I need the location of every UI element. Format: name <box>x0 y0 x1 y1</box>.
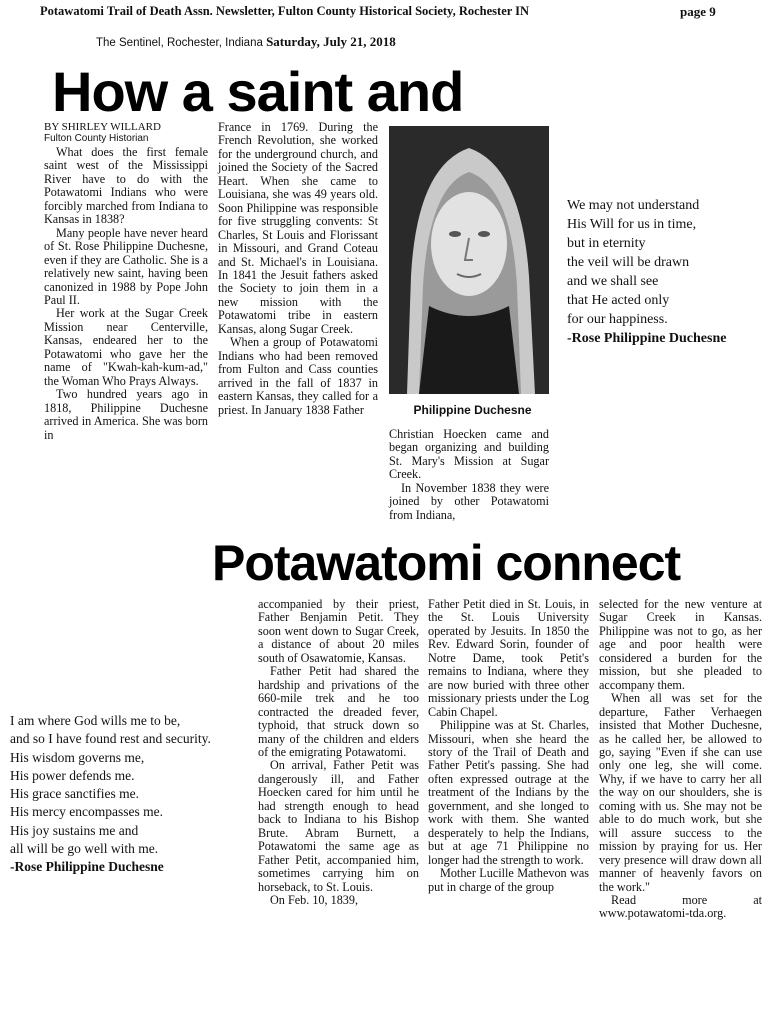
quote-right <box>567 196 763 348</box>
quote-left <box>10 712 250 877</box>
paragraph: Father Petit had shared the hardship and privations of the 660-mile trek and he too contracted the dreaded fever, typhoid, that struck down so many of the children and elders of the emigrating Potawatomi. <box>258 664 419 759</box>
paragraph: Father Petit died in St. Louis, in the St. Louis University operated by Jesuits. In 1850 the Rev. Edward Sorin, founder of Notre Dame, took Petit's remains to Indiana, where they are now buried with three other missionary priests under the Log Cabin Chapel. <box>428 597 589 719</box>
byline-author: BY SHIRLEY WILLARD <box>44 121 161 133</box>
quote-line: all will be go well with me. <box>10 841 159 857</box>
paragraph: In November 1838 they were joined by other Potawatomi from Indiana, <box>389 480 549 522</box>
photo-caption: Philippine Duchesne <box>413 403 532 417</box>
paragraph: Many people have never heard of St. Rose Philippine Duchesne, even if they are Catholic. She is a relatively new saint, having been canonized in 1988 by Pope John Paul II. <box>44 225 208 307</box>
paragraph: When all was set for the departure, Father Verhaegen insisted that Mother Duchesne, as he called her, be allowed to go, saying "Even if she can use only one leg, she will come. Why, if we have to carry her all the way on our shoulders, she is coming with us. She may not be able to do much work, but she will assure success to the mission by praying for us. Her very presence will draw down all manner of heavenly favors on the work." <box>599 691 762 894</box>
quote-line: His wisdom governs me, <box>10 749 145 765</box>
article-column-5 <box>428 598 589 894</box>
dateline-source: The Sentinel, Rochester, Indiana <box>96 37 267 49</box>
quote-line: His mercy encompasses me. <box>10 804 163 820</box>
quote-attribution: -Rose Philippine Duchesne <box>567 331 727 346</box>
page-number: page 9 <box>680 4 716 19</box>
quote-line: I am where God wills me to be, <box>10 713 181 728</box>
running-header: Potawatomi Trail of Death Assn. Newsletter, Fulton County Historical Society, Rochester IN <box>40 4 530 18</box>
quote-line: His Will for us in time, <box>567 217 697 232</box>
byline-title: Fulton County Historian <box>44 133 149 144</box>
quote-line: and so I have found rest and security. <box>10 731 211 747</box>
quote-line: We may not understand <box>567 198 700 213</box>
quote-line: His grace sanctifies me. <box>10 786 139 802</box>
paragraph: selected for the new venture at Sugar Creek in Kansas. Philippine was not to go, as her age and poor health were considered a burden for the mission, but she pleaded to accompany them. <box>599 597 762 692</box>
paragraph: Mother Lucille Mathevon was put in charge of the group <box>428 866 589 894</box>
quote-line: and we shall see <box>567 274 659 289</box>
quote-line: the veil will be drawn <box>567 255 690 270</box>
byline <box>44 121 208 145</box>
article-column-4 <box>258 598 419 907</box>
paragraph: Read more at www.potawatomi-tda.org. <box>599 892 762 921</box>
paragraph: On arrival, Father Petit was dangerously ill, and Father Hoecken cared for him until he had strength enough to head back to Indiana to his Bishop Brute. Abram Burnett, a Potawatomi the same age as Father Petit, accompanied him, sometimes carrying him on horseback, to St. Louis. <box>258 758 419 894</box>
dateline-date: Saturday, July 21, 2018 <box>266 34 396 49</box>
quote-attribution: -Rose Philippine Duchesne <box>10 859 164 875</box>
quote-line: but in eternity <box>567 236 646 251</box>
quote-line: His power defends me. <box>10 767 135 783</box>
quote-line: that He acted only <box>567 293 670 308</box>
headline-bottom: Potawatomi connect <box>212 535 681 591</box>
paragraph: What does the first female saint west of the Mississippi River have to do with the Potawatomi Indians who were forcibly marched from Indiana to Kansas in 1838? <box>44 145 208 227</box>
article-column-3 <box>389 428 549 522</box>
paragraph: When a group of Potawatomi Indians who had been removed from Fulton and Cass counties arrived in the fall of 1837 in eastern Kansas, they called for a priest. In January 1838 Father <box>218 335 378 417</box>
article-column-6 <box>599 598 762 921</box>
paragraph: Philippine was at St. Charles, Missouri, when she heard the story of the Trail of Death and Father Petit's passing. She had often expressed outrage at the treatment of the Indians by the government, and she longed to work with them. She wanted desperately to help the Indians, but at age 71 Philippine no longer had the strength to work. <box>428 718 589 867</box>
paragraph: France in 1769. During the French Revolution, she worked for the underground church, and joined the Society of the Sacred Heart. When she came to Louisiana, she was 49 years old. Soon Philippine was responsible for five struggling convents: St Charles, St Louis and Florissant in Missouri, and Grand Coteau and St. Michael's in Louisiana. In 1841 the Jesuit fathers asked the Society to join them in a new mission with the Potawatomi tribe in eastern Kansas, along Sugar Creek. <box>218 120 378 336</box>
dateline <box>96 34 396 50</box>
article-column-2 <box>218 121 378 417</box>
paragraph: On Feb. 10, 1839, <box>270 892 359 907</box>
article-column-1 <box>44 121 208 442</box>
portrait-photo <box>389 126 549 394</box>
portrait-illustration <box>389 126 549 394</box>
quote-line: His joy sustains me and <box>10 822 139 838</box>
quote-line: for our happiness. <box>567 312 668 327</box>
paragraph: Two hundred years ago in 1818, Philippine Duchesne arrived in America. She was born in <box>44 387 208 442</box>
paragraph: Her work at the Sugar Creek Mission near Centerville, Kansas, endeared her to the Potawatomi who gave her the name of "Kwah-kah-kum-ad," the Woman Who Prays Always. <box>44 306 208 388</box>
paragraph: Christian Hoecken came and began organizing and building St. Mary's Mission at Sugar Creek. <box>389 427 549 482</box>
headline-top: How a saint and <box>52 60 464 123</box>
paragraph: accompanied by their priest, Father Benjamin Petit. They soon went down to Sugar Creek, a distance of about 20 miles south of Osawatomie, Kansas. <box>258 597 419 665</box>
